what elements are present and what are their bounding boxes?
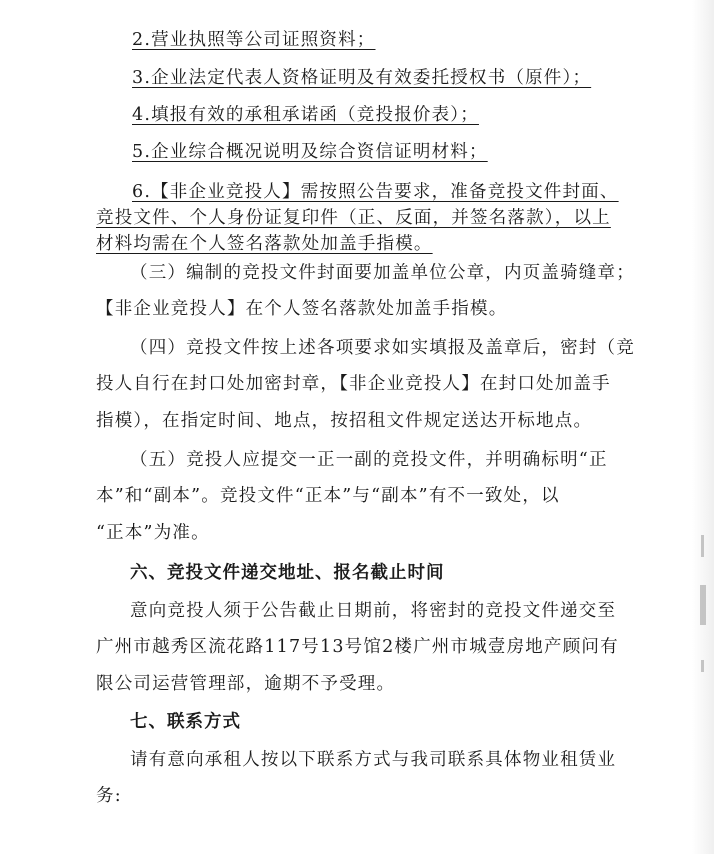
list-item-6-line-1: 6.【非企业竞投人】需按照公告要求，准备竞投文件封面、 (132, 182, 619, 202)
section-7-line-2: 务: (96, 786, 122, 806)
scan-mark (701, 535, 704, 557)
paragraph-5-line-2: 本”和“副本”。竞投文件“正本”与“副本”有不一致处，以 (96, 486, 560, 506)
section-7-line-1: 请有意向承租人按以下联系方式与我司联系具体物业租赁业 (130, 750, 617, 770)
paragraph-4-line-3: 指模），在指定时间、地点，按招租文件规定送达开标地点。 (96, 411, 593, 431)
list-item-4: 4.填报有效的承租承诺函（竞投报价表）； (132, 105, 479, 125)
scan-mark (700, 585, 706, 625)
list-item-6-line-3: 材料均需在个人签名落款处加盖手指模。 (96, 234, 433, 254)
section-6-line-2: 广州市越秀区流花路117号13号馆2楼广州市城壹房地产顾问有 (96, 637, 619, 657)
section-6-line-3: 限公司运营管理部，逾期不予受理。 (96, 674, 396, 694)
section-7-heading: 七、联系方式 (130, 712, 241, 732)
paragraph-3-line-2: 【非企业竞投人】在个人签名落款处加盖手指模。 (96, 299, 508, 319)
list-item-5: 5.企业综合概况说明及综合资信证明材料； (132, 142, 488, 162)
paragraph-5-line-1: （五）竞投人应提交一正一副的竞投文件，并明确标明“正 (130, 450, 608, 470)
list-item-6-line-2: 竞投文件、个人身份证复印件（正、反面，并签名落款），以上 (96, 208, 611, 228)
list-item-2: 2.营业执照等公司证照资料； (132, 30, 376, 50)
paragraph-5-line-3: “正本”为准。 (96, 523, 210, 543)
scan-mark (701, 660, 704, 672)
paragraph-3-line-1: （三）编制的竞投文件封面要加盖单位公章，内页盖骑缝章； (130, 263, 635, 283)
section-6-line-1: 意向竞投人须于公告截止日期前，将密封的竞投文件递交至 (130, 601, 617, 621)
section-6-heading: 六、竞投文件递交地址、报名截止时间 (130, 563, 445, 583)
paragraph-4-line-2: 投人自行在封口处加密封章，【非企业竞投人】在封口处加盖手 (96, 374, 611, 394)
list-item-3: 3.企业法定代表人资格证明及有效委托授权书（原件）； (132, 68, 592, 88)
paragraph-4-line-1: （四）竞投文件按上述各项要求如实填报及盖章后，密封（竞 (130, 338, 635, 358)
scan-edge-shadow (692, 0, 714, 854)
